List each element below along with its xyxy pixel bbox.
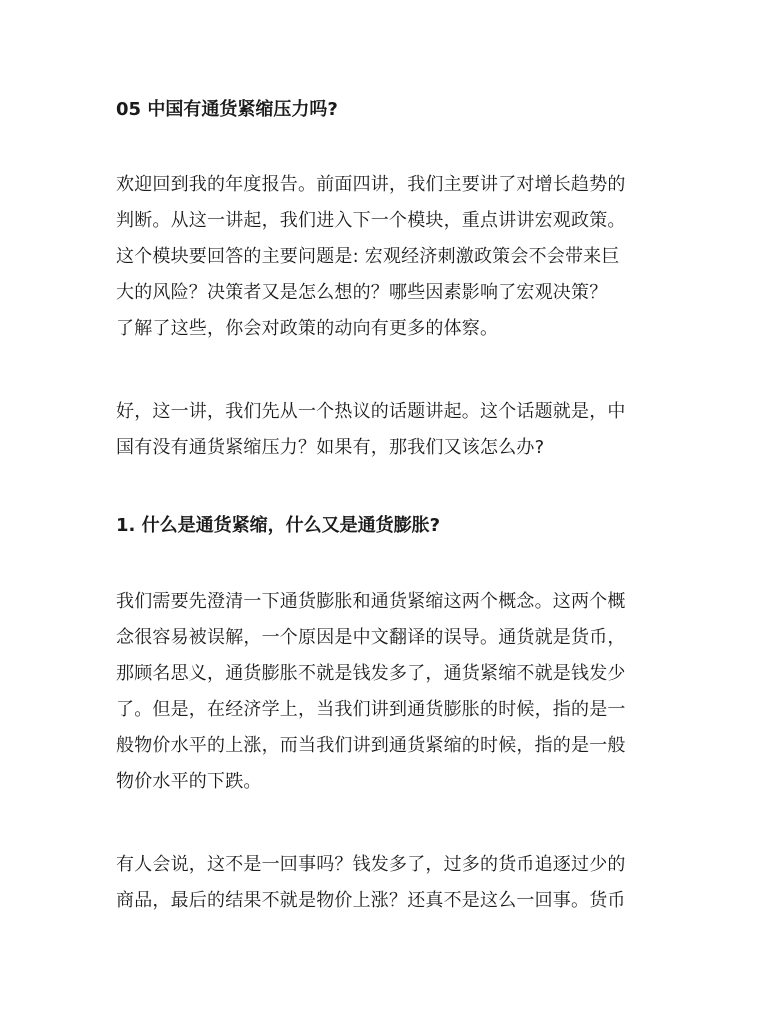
paragraph-definitions bbox=[116, 584, 656, 800]
text-line: 好，这一讲，我们先从一个热议的话题讲起。这个话题就是，中 bbox=[116, 401, 626, 422]
section-heading: 1. 什么是通货紧缩，什么又是通货膨胀? bbox=[116, 515, 441, 536]
text-line: 了。但是，在经济学上，当我们讲到通货膨胀的时候，指的是一 bbox=[116, 699, 626, 720]
text-line: 欢迎回到我的年度报告。前面四讲，我们主要讲了对增长趋势的 bbox=[116, 174, 626, 195]
text-line: 这个模块要回答的主要问题是: 宏观经济刺激政策会不会带来巨 bbox=[116, 246, 620, 267]
text-line: 了解了这些，你会对政策的动向有更多的体察。 bbox=[116, 318, 499, 339]
paragraph-objection bbox=[116, 847, 656, 919]
text-line: 有人会说，这不是一回事吗？钱发多了，过多的货币追逐过少的 bbox=[116, 854, 626, 875]
text-line: 那顾名思义，通货膨胀不就是钱发多了，通货紧缩不就是钱发少 bbox=[116, 663, 626, 684]
text-line: 物价水平的下跌。 bbox=[116, 771, 262, 792]
text-line: 我们需要先澄清一下通货膨胀和通货紧缩这两个概念。这两个概 bbox=[116, 591, 626, 612]
text-line: 商品，最后的结果不就是物价上涨？还真不是这么一回事。货币 bbox=[116, 890, 626, 911]
text-line: 判断。从这一讲起，我们进入下一个模块，重点讲讲宏观政策。 bbox=[116, 210, 626, 231]
paragraph-topic bbox=[116, 394, 656, 466]
paragraph-intro bbox=[116, 167, 656, 347]
text-line: 大的风险？决策者又是怎么想的？哪些因素影响了宏观决策？ bbox=[116, 282, 608, 303]
text-line: 般物价水平的上涨，而当我们讲到通货紧缩的时候，指的是一般 bbox=[116, 735, 626, 756]
text-line: 念很容易被误解，一个原因是中文翻译的误导。通货就是货币， bbox=[116, 627, 626, 648]
text-line: 国有没有通货紧缩压力？如果有，那我们又该怎么办? bbox=[116, 437, 545, 458]
document-title: 05 中国有通货紧缩压力吗? bbox=[116, 99, 338, 120]
